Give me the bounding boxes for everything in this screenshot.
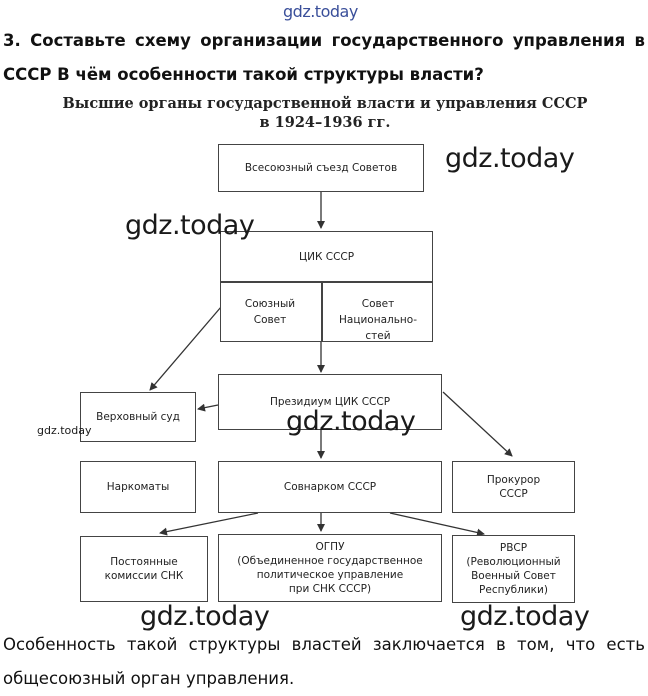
watermark-2: gdz.today [125, 210, 255, 241]
tsik-divider-horizontal [220, 281, 433, 283]
arrow-presidium-to-court [198, 405, 218, 409]
rvsr-line-1: РВСР [499, 542, 528, 554]
box-narkomats [80, 461, 196, 513]
supreme-court-label: Верховный суд [96, 411, 180, 423]
question-line-2: СССР В чём особенности такой структуры власти? [3, 65, 484, 84]
nationalities-soviet-cell [326, 296, 430, 344]
ogpu-line-3: политическое управление [256, 569, 404, 581]
rvsr-line-4: Республики) [479, 584, 548, 596]
presidium-label: Президиум ЦИК СССР [269, 396, 391, 408]
union-soviet-line-1: Союзный [244, 298, 296, 310]
ogpu-line-1: ОГПУ [315, 541, 345, 553]
arrow-sovnarkom-to-commissions [160, 513, 258, 533]
box-supreme-court [80, 392, 196, 442]
box-congress [218, 144, 424, 192]
box-rvsr [452, 535, 575, 603]
question-line-1: 3. Составьте схему организации государственного управления в [3, 31, 645, 50]
watermark-6: gdz.today [460, 601, 590, 632]
ogpu-line-2: (Объединенное государственное [237, 555, 423, 567]
box-ogpu [218, 534, 442, 602]
arrow-sovnarkom-to-rvsr [390, 513, 484, 534]
watermark-top: gdz.today [283, 2, 358, 21]
prosecutor-line-1: Прокурор [486, 474, 541, 486]
box-prosecutor [452, 461, 575, 513]
diagram-title-line-1: Высшие органы государственной власти и управления СССР [62, 95, 588, 112]
watermark-4: gdz.today [286, 406, 416, 437]
watermark-1: gdz.today [445, 143, 575, 174]
arrow-tsik-to-court [150, 307, 221, 390]
nationalities-line-2: Национально- [338, 314, 417, 326]
box-sovnarkom [218, 461, 442, 513]
nationalities-line-3: стей [365, 330, 391, 342]
ogpu-line-4: при СНК СССР) [288, 583, 372, 595]
narkomats-label: Наркоматы [106, 481, 170, 493]
tsik-divider-vertical [321, 281, 323, 342]
watermark-5: gdz.today [140, 601, 270, 632]
tsik-label: ЦИК СССР [298, 251, 355, 263]
box-commissions [80, 536, 208, 602]
diagram-title-line-2: в 1924–1936 гг. [259, 114, 391, 131]
nationalities-line-1: Совет [361, 298, 395, 310]
congress-label: Всесоюзный съезд Советов [244, 162, 398, 174]
prosecutor-line-2: СССР [499, 488, 528, 500]
union-soviet-line-2: Совет [253, 314, 287, 326]
rvsr-line-3: Военный Совет [471, 570, 556, 582]
watermark-3: gdz.today [37, 424, 92, 437]
rvsr-line-2: (Революционный [466, 556, 561, 568]
sovnarkom-label: Совнарком СССР [283, 481, 377, 493]
arrow-presidium-to-prosecutor [443, 392, 512, 456]
commissions-line-1: Постоянные [110, 556, 178, 568]
union-soviet-cell [224, 296, 316, 328]
answer-line-2: общесоюзный орган управления. [3, 669, 295, 688]
commissions-line-2: комиссии СНК [104, 570, 184, 582]
answer-line-1: Особенность такой структуры властей заключается в том, что есть [3, 635, 645, 654]
